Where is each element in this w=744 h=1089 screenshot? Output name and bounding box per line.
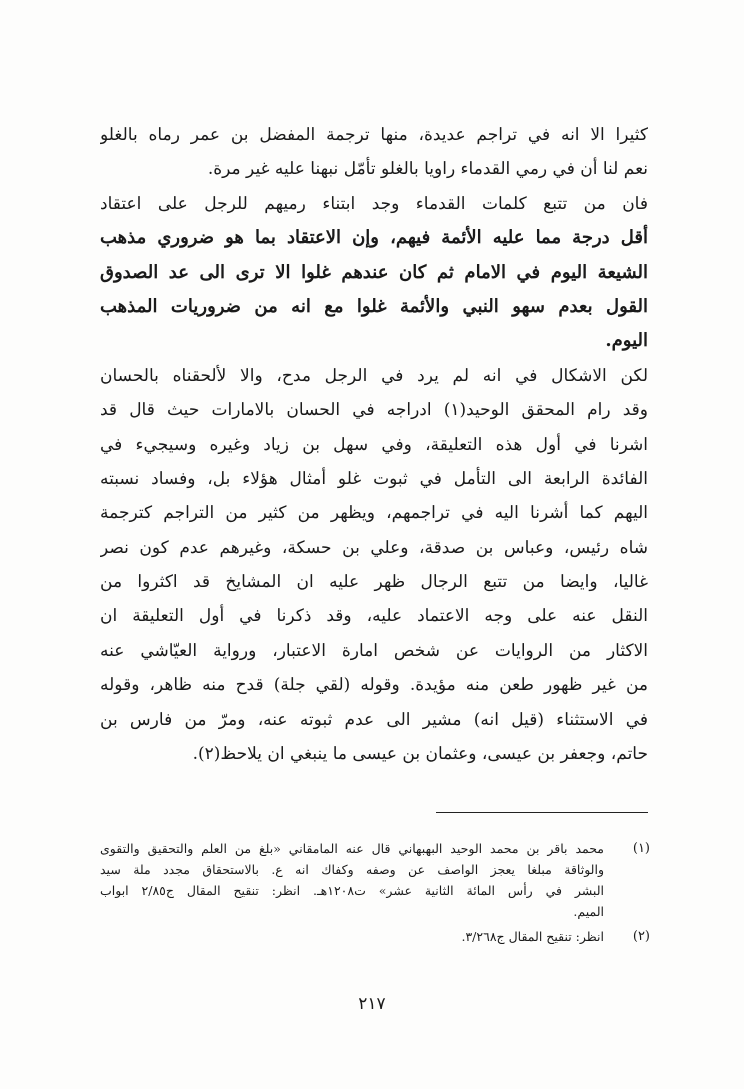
page-number: ٢١٧ bbox=[358, 994, 386, 1014]
text-line: كثيرا الا انه في تراجم عديدة، منها ترجمة المفضل بن عمر رماه بالغلو bbox=[100, 125, 648, 145]
main-text bbox=[100, 118, 648, 771]
footnotes bbox=[100, 838, 652, 947]
text-line: الاكثار من الروايات عن شخص امارة الاعتبار، ورواية العيّاشي عنه bbox=[100, 640, 648, 661]
text-line: النقل عنه على وجه الاعتماد عليه، وقد ذكرنا في أول التعليقة ان bbox=[100, 606, 648, 627]
text-line: فان من تتبع كلمات القدماء وجد ابتناء رميهم للرجل على اعتقاد bbox=[100, 193, 648, 214]
text-line: اشرنا في أول هذه التعليقة، وفي سهل بن زياد وغيره وسيجيء في bbox=[100, 434, 648, 455]
text-line: من غير ظهور طعن منه مؤيدة. وقوله (لقي جلة) قدح منه ظاهر، وقوله bbox=[100, 675, 648, 696]
text-line: غاليا، وايضا من تتبع الرجال ظهر عليه ان المشايخ قد اكثروا من bbox=[100, 572, 648, 593]
text-line: حاتم، وجعفر بن عيسى، وعثمان بن عيسى ما ينبغي ان يلاحظ(٢). bbox=[192, 744, 648, 765]
bold-text-line: الشيعة اليوم في الامام ثم كان عندهم غلوا الا ترى الى عد الصدوق bbox=[100, 261, 648, 283]
text-line: نعم لنا أن في رمي القدماء راويا بالغلو تأمّل نبهنا عليه غير مرة. bbox=[207, 159, 648, 180]
text-line: شاه رئيس، وعباس بن صدقة، وعلي بن حسكة، وغيرهم عدم كون نصر bbox=[100, 537, 648, 558]
footnote-line: الميم. bbox=[573, 904, 604, 919]
footnote bbox=[100, 926, 652, 947]
text-line: وقد رام المحقق الوحيد(١) ادراجه في الحسان بالامارات حيث قال قد bbox=[100, 400, 648, 421]
text-line: اليهم كما أشرنا اليه في تراجمهم، ويظهر من كثير من التراجم كترجمة bbox=[100, 503, 648, 524]
footnote-line: البشر في رأس المائة الثانية عشر» ت١٢٠٨هـ. انظر: تنقيح المقال ج٢/٨٥ ابواب bbox=[100, 883, 604, 898]
footnote-line: انظر: تنقيح المقال ج٣/٢٦٨. bbox=[461, 929, 604, 944]
text-line: لكن الاشكال في انه لم يرد في الرجل مدح، والا لألحقناه بالحسان bbox=[100, 365, 648, 386]
footnote bbox=[100, 838, 652, 922]
bold-text-line: القول بعدم سهو النبي والأئمة غلوا مع انه من ضروريات المذهب bbox=[100, 295, 648, 317]
footnote-line: والوثاقة مبلغا يعجز الواصف عن وصفه وكفاك انه ع. بالاستحقاق مجدد ملة سيد bbox=[100, 862, 604, 877]
bold-text-line: اليوم. bbox=[605, 330, 648, 352]
text-line: الفائدة الرابعة الى التأمل في ثبوت غلو أمثال هؤلاء بل، وفساد نسبته bbox=[100, 468, 648, 489]
footnote-separator bbox=[436, 812, 648, 813]
text-line: في الاستثناء (قيل انه) مشير الى عدم ثبوته عنه، ومرّ من فارس بن bbox=[100, 709, 648, 730]
footnote-marker: (١) bbox=[632, 841, 650, 856]
footnote-marker: (٢) bbox=[632, 929, 650, 944]
bold-text-line: أقل درجة مما عليه الأئمة فيهم، وإن الاعتقاد بما هو ضروري مذهب bbox=[100, 227, 648, 249]
footnote-line: محمد باقر بن محمد الوحيد البهبهاني قال عنه المامقاني «بلغ من العلم والتحقيق والتقوى bbox=[100, 841, 604, 856]
